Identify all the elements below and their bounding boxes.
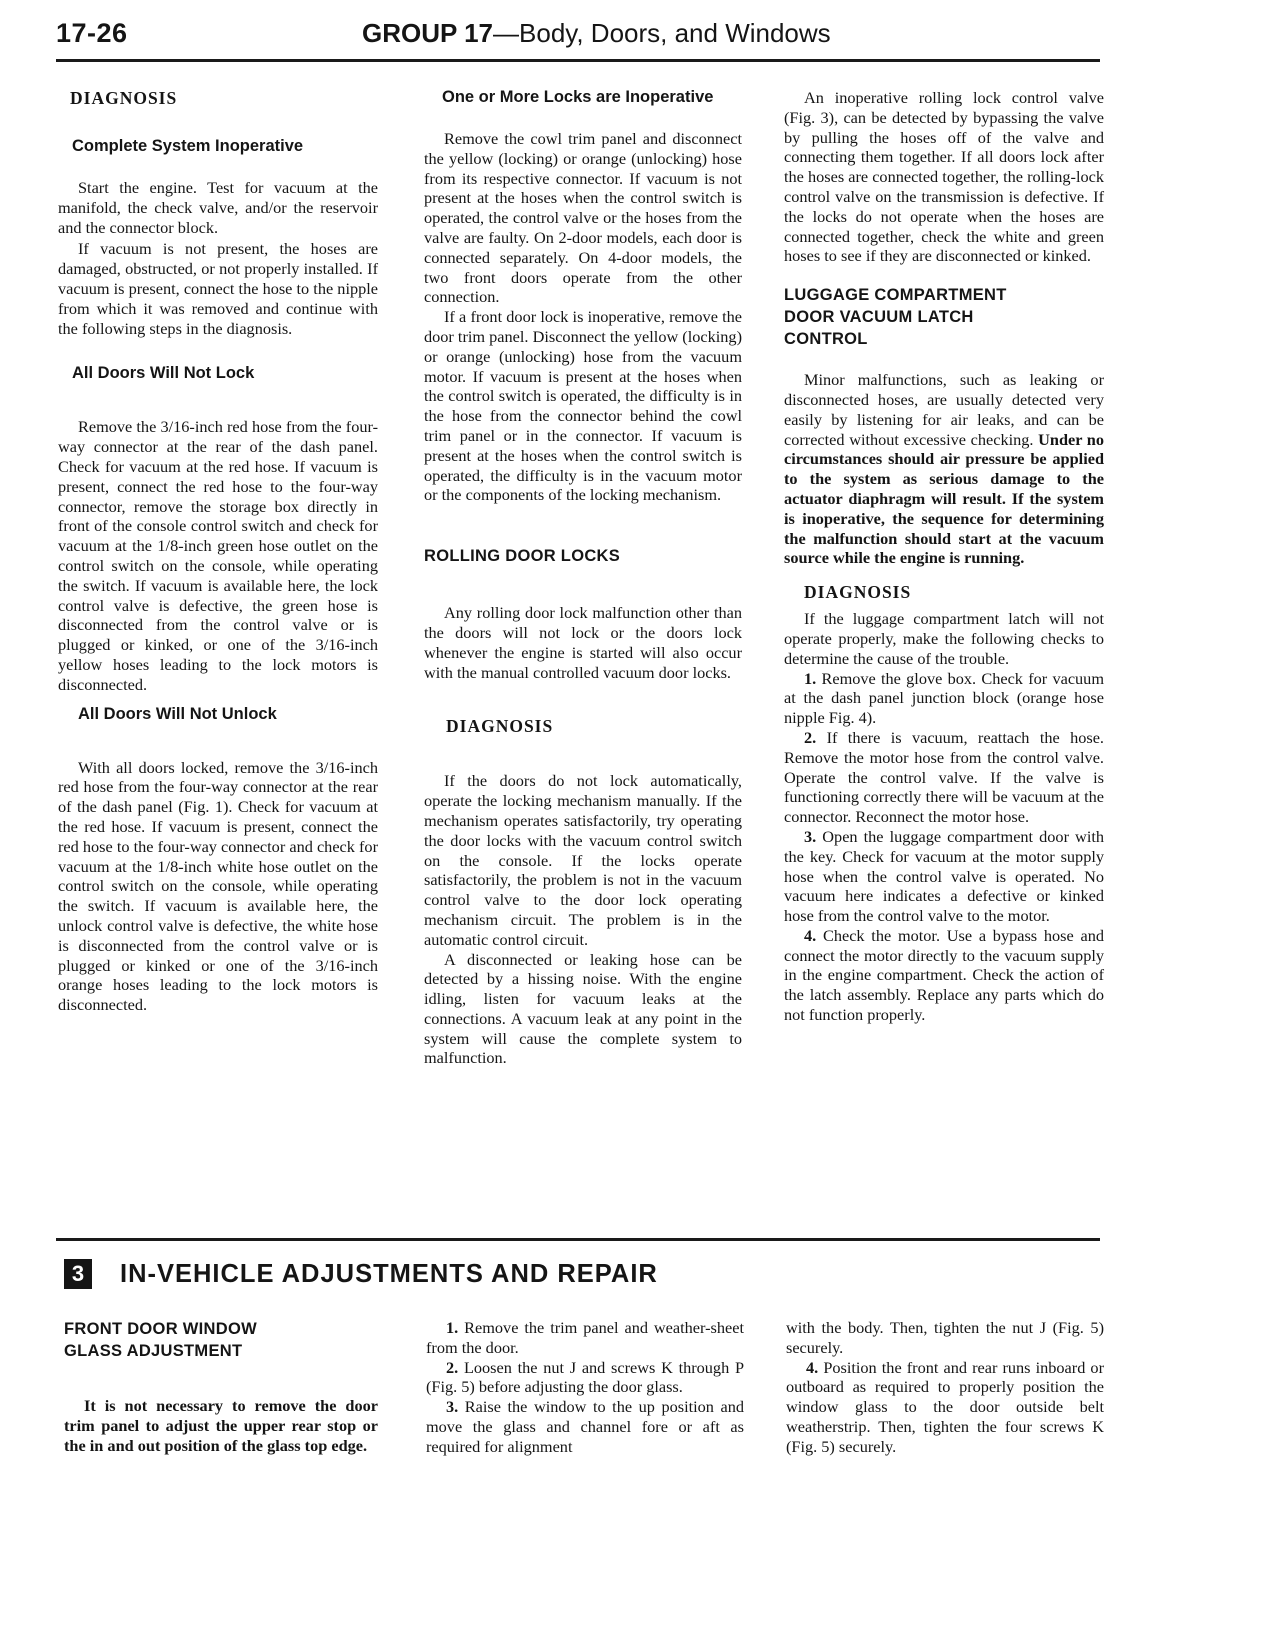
step-item [784, 728, 1104, 827]
luggage-heading-line: DOOR VACUUM LATCH [784, 308, 974, 327]
step-text: Remove the glove box. Check for vacuum at the dash panel junction block (orange hose nipple Fig. 4). [784, 668, 1104, 728]
paragraph: If the luggage compartment latch will not operate properly, make the following checks to determine the cause of the trouble. [784, 609, 1104, 668]
paragraph [784, 370, 1104, 568]
step-number: 2. [446, 1357, 459, 1377]
step-text: Loosen the nut J and screws K through P (Fig. 5) before adjusting the door glass. [426, 1357, 744, 1397]
paragraph: An inoperative rolling lock control valve (Fig. 3), can be detected by bypassing the valve by pulling the hoses off of the valve and connecting them together. If all doors lock after the hoses are connected together, the rolling-lock control valve on the transmission is defective. If the locks do not operate when the hoses are connected together, check the white and green hoses to see if they are disconnected or kinked. [784, 88, 1104, 266]
top-rule [56, 59, 1100, 62]
rolling-door-locks-heading: ROLLING DOOR LOCKS [424, 547, 621, 566]
paragraph: Start the engine. Test for vacuum at the manifold, the check valve, and/or the reservoir and the connector block. [58, 178, 378, 237]
step-item [784, 926, 1104, 1025]
column-2 [424, 88, 742, 1068]
paragraph: If a front door lock is inoperative, remove the door trim panel. Disconnect the yellow (locking) or orange (unlocking) hose from the vacuum motor. If vacuum is present at the hoses when the control switch is operated, the difficulty is in the hose from the connector behind the cowl trim panel or in the connector. If vacuum is present at the hoses when the control switch is operated, the difficulty is in the vacuum motor or the components of the locking mechanism. [424, 307, 742, 505]
step-text: Remove the trim panel and weather-sheet from the door. [426, 1318, 744, 1357]
all-doors-unlock-heading: All Doors Will Not Unlock [78, 704, 277, 723]
luggage-heading-line: CONTROL [784, 330, 868, 349]
bottom-column-3 [786, 1318, 1104, 1457]
step-item [426, 1358, 744, 1398]
adjustment-note: It is not necessary to remove the door trim panel to adjust the upper rear stop or the in and out position of the glass top edge. [64, 1396, 378, 1455]
section-rule [56, 1238, 1100, 1241]
column-3 [784, 88, 1104, 1025]
paragraph: A disconnected or leaking hose can be detected by a hissing noise. With the engine idling, listen for vacuum leaks at the connections. A vacuum leak at any point in the system will cause the complete system to malfunction. [424, 949, 742, 1068]
column-1 [58, 88, 378, 1015]
step-item [784, 827, 1104, 926]
paragraph: If the doors do not lock automatically, operate the locking mechanism manually. If the mechanism operates satisfactorily, try operating the door locks with the vacuum control switch on the console. If the locks operate satisfactorily, the problem is not in the vacuum control valve to the door lock operating mechanism circuit. The problem is in the automatic control circuit. [424, 771, 742, 949]
step-item [426, 1318, 744, 1358]
step-number: 1. [804, 668, 817, 688]
luggage-heading-line: LUGGAGE COMPARTMENT [784, 286, 1007, 305]
step-number: 1. [446, 1318, 459, 1337]
bottom-column-1 [64, 1318, 378, 1455]
group-subtitle: —Body, Doors, and Windows [493, 18, 831, 48]
luggage-heading [784, 284, 1104, 350]
paragraph: With all doors locked, remove the 3/16-inch red hose from the four-way connector at the rear of the dash panel (Fig. 1). Check for vacuum at the red hose. If vacuum is present, connect the red hose to the four-way connector and check for vacuum at the 1/8-inch white hose outlet on the control switch on the console, while operating the switch. If vacuum is available here, the unlock control valve is defective, the white hose is disconnected from the control valve or is plugged or kinked or one of the 3/16-inch orange hoses leading to the lock motors is disconnected. [58, 757, 378, 1015]
page-number: 17-26 [56, 18, 128, 48]
front-door-heading-line: GLASS ADJUSTMENT [64, 1342, 243, 1360]
paragraph-text: Minor malfunctions, such as leaking or disconnected hoses, are usually detected very easily by listening for air leaks, and can be corrected without excessive checking. [784, 370, 1104, 449]
step-text: Position the front and rear runs inboard or outboard as required to properly position the window glass to the door outside belt weatherstrip. Then, tighten the four screws K (Fig. 5) securely. [786, 1357, 1104, 1456]
step-item [426, 1397, 744, 1456]
complete-system-heading: Complete System Inoperative [72, 137, 304, 155]
step-item [786, 1358, 1104, 1457]
step-number: 3. [446, 1397, 459, 1417]
paragraph: with the body. Then, tighten the nut J (Fig. 5) securely. [786, 1318, 1104, 1357]
step-number: 3. [804, 826, 817, 846]
front-door-heading [64, 1318, 378, 1362]
paragraph: Any rolling door lock malfunction other than the doors will not lock or the doors lock whenever the engine is started will also occur with the manual controlled vacuum door locks. [424, 603, 742, 682]
step-item [784, 669, 1104, 728]
diagnosis-heading: DIAGNOSIS [446, 716, 554, 737]
step-number: 4. [804, 925, 817, 945]
warning-text: Under no circumstances should air pressure be applied to the system as serious damage to the actuator diaphragm will result. If the system is inoperative, the sequence for determining the malfunction should start at the vacuum source while the engine is running. [784, 429, 1104, 568]
paragraph: Remove the cowl trim panel and disconnect the yellow (locking) or orange (unlocking) hose from its respective connector. If vacuum is not present at the hoses when the control switch is operated, the control valve or the hoses from the valve are faulty. On 2-door models, each door is connected separately. On 4-door models, the two front doors operate from the other connection. [424, 129, 742, 307]
one-or-more-heading: One or More Locks are Inoperative [442, 88, 714, 106]
paragraph: If vacuum is not present, the hoses are damaged, obstructed, or not properly installed. If vacuum is present, connect the hose to the nipple from which it was removed and continue with the following steps in the diagnosis. [58, 239, 378, 338]
step-number: 4. [806, 1357, 819, 1377]
step-text: Check the motor. Use a bypass hose and connect the motor directly to the vacuum supply in the engine compartment. Check the action of the latch assembly. Replace any parts which do not function properly. [784, 925, 1104, 1025]
bottom-column-2 [426, 1318, 744, 1457]
diagnosis-heading: DIAGNOSIS [70, 88, 178, 108]
step-text: Raise the window to the up position and move the glass and channel fore or aft as required for alignment [426, 1397, 744, 1456]
diagnosis-heading: DIAGNOSIS [804, 582, 912, 603]
section-header [64, 1258, 658, 1290]
section-number-badge: 3 [64, 1259, 92, 1289]
front-door-heading-line: FRONT DOOR WINDOW [64, 1320, 257, 1338]
step-text: If there is vacuum, reattach the hose. Remove the motor hose from the control valve. Operate the control valve. If the valve is functioning correctly there will be vacuum at the connector. Reconnect the motor hose. [784, 727, 1104, 827]
group-label: GROUP 17 [362, 18, 494, 48]
paragraph: Remove the 3/16-inch red hose from the four-way connector at the rear of the dash panel. Check for vacuum at the red hose. If vacuum is present, connect the red hose to the four-way connector, remove the storage box directly in front of the console control switch and check for vacuum at the 1/8-inch green hose outlet on the control switch on the console, while operating the switch. If vacuum is available here, the lock control valve is defective, the green hose is disconnected from the control valve or is plugged or kinked, or one of the 3/16-inch yellow hoses leading to the lock motors is disconnected. [58, 417, 378, 694]
section-title: IN-VEHICLE ADJUSTMENTS AND REPAIR [120, 1259, 658, 1288]
step-text: Open the luggage compartment door with the key. Check for vacuum at the motor supply hose when the control valve is operated. No vacuum here indicates a defective or kinked hose from the control valve to the motor. [784, 826, 1105, 926]
step-number: 2. [804, 727, 817, 747]
all-doors-lock-heading: All Doors Will Not Lock [72, 364, 255, 383]
group-title [362, 18, 831, 49]
